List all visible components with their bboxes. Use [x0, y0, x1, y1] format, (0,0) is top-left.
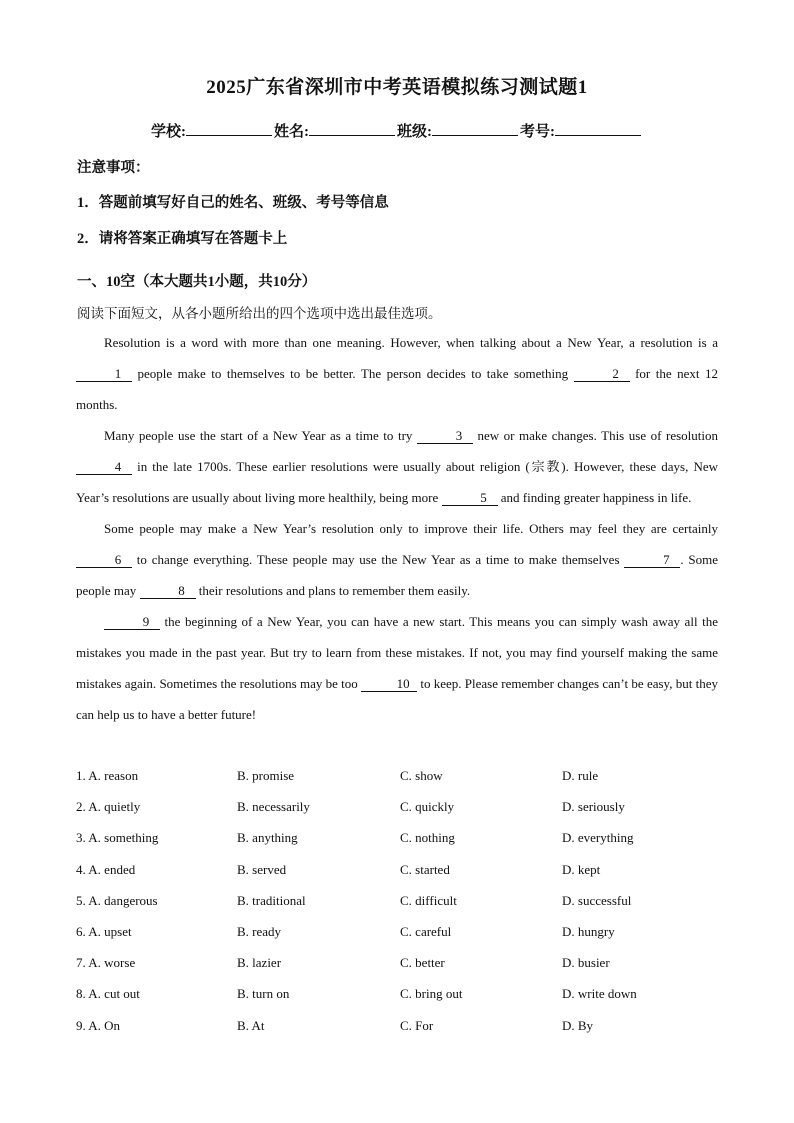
question-6-option-c[interactable]: C. careful — [400, 923, 452, 939]
passage-text: . Some people may — [76, 552, 718, 598]
question-4-option-a[interactable]: 4. A. ended — [76, 861, 136, 877]
info-class — [397, 120, 520, 141]
notice-item-1: 1．答题前填写好自己的姓名、班级、考号等信息 — [77, 195, 389, 211]
answer-blank-1[interactable]: 1 — [76, 366, 132, 382]
question-9-option-c[interactable]: C. For — [400, 1017, 434, 1033]
passage-text: in the late 1700s. These earlier resolutions were usually about religion (宗教). However, these days, New Year’s resolutions are usually about living more healthily, being more — [76, 459, 718, 505]
section-instruction: 阅读下面短文，从各小题所给出的四个选项中选出最佳选项。 — [77, 306, 442, 321]
answer-blank-8[interactable]: 8 — [140, 583, 196, 599]
question-5-option-b[interactable]: B. traditional — [237, 892, 306, 908]
question-8-option-d[interactable]: D. write down — [562, 986, 637, 1002]
info-name — [274, 120, 397, 141]
question-6-option-d[interactable]: D. hungry — [562, 923, 615, 939]
passage-text: to keep. Please remember changes can’t be easy, but they can help us to have a better future! — [76, 676, 718, 722]
passage-text: people make to themselves to be better. The person decides to take something — [132, 366, 574, 381]
question-row-2 — [76, 799, 736, 830]
question-4-option-c[interactable]: C. started — [400, 861, 450, 877]
question-row-4 — [76, 862, 736, 893]
answer-blank-3[interactable]: 3 — [417, 428, 473, 444]
question-2-option-d[interactable]: D. seriously — [562, 799, 625, 815]
question-8-option-a[interactable]: 8. A. cut out — [76, 986, 140, 1002]
info-exam-no — [520, 120, 643, 141]
passage-paragraph — [76, 606, 718, 730]
question-7-option-a[interactable]: 7. A. worse — [76, 955, 136, 971]
question-3-option-a[interactable]: 3. A. something — [76, 830, 159, 846]
question-5-option-a[interactable]: 5. A. dangerous — [76, 892, 158, 908]
question-9-option-b[interactable]: B. At — [237, 1017, 265, 1033]
passage-text: Some people may make a New Year’s resolution only to improve their life. Others may feel they are certainly — [104, 521, 718, 536]
question-3-option-d[interactable]: D. everything — [562, 830, 634, 846]
question-1-option-a[interactable]: 1. A. reason — [76, 768, 139, 783]
question-row-1 — [76, 768, 736, 799]
question-5-option-d[interactable]: D. successful — [562, 892, 632, 908]
info-class-label: 班级: — [397, 124, 432, 140]
passage-text: Many people use the start of a New Year as a time to try — [104, 428, 417, 443]
question-row-5 — [76, 893, 736, 924]
question-8-option-c[interactable]: C. bring out — [400, 986, 463, 1002]
passage-paragraph — [76, 327, 718, 420]
question-3-option-c[interactable]: C. nothing — [400, 830, 455, 846]
answer-blank-9[interactable]: 9 — [104, 614, 160, 630]
info-name-blank[interactable] — [309, 121, 395, 136]
passage-text: the beginning of a New Year, you can have a new start. This means you can simply wash away all the mistakes you made in the past year. But try to learn from these mistakes. If not, you may find yourself making the same mistakes again. Sometimes the resolutions may be too — [76, 614, 718, 691]
question-row-8 — [76, 986, 736, 1017]
section-heading: 一、10空（本大题共1小题，共10分） — [77, 274, 317, 290]
info-exam-no-blank[interactable] — [555, 121, 641, 136]
question-6-option-b[interactable]: B. ready — [237, 923, 282, 939]
question-1-option-b[interactable]: B. promise — [237, 768, 295, 783]
question-6-option-a[interactable]: 6. A. upset — [76, 923, 132, 939]
notice-heading: 注意事项： — [77, 160, 150, 176]
question-2-option-a[interactable]: 2. A. quietly — [76, 799, 141, 815]
info-school-label: 学校: — [151, 124, 186, 140]
passage-paragraph — [76, 420, 718, 513]
question-row-9 — [76, 1018, 736, 1049]
passage-text: Resolution is a word with more than one meaning. However, when talking about a New Year, a resolution is a — [104, 335, 718, 350]
question-4-option-b[interactable]: B. served — [237, 861, 287, 877]
reading-passage — [76, 327, 718, 730]
passage-text: and finding greater happiness in life. — [497, 490, 692, 505]
question-7-option-c[interactable]: C. better — [400, 955, 445, 971]
notice-item-2: 2．请将答案正确填写在答题卡上 — [77, 231, 288, 247]
answer-blank-7[interactable]: 7 — [624, 552, 680, 568]
answer-blank-2[interactable]: 2 — [574, 366, 630, 382]
passage-paragraph — [76, 513, 718, 606]
passage-text: to change everything. These people may use the New Year as a time to make themselves — [132, 552, 625, 567]
question-2-option-c[interactable]: C. quickly — [400, 799, 455, 815]
student-info-row — [0, 120, 794, 141]
answer-blank-10[interactable]: 10 — [361, 676, 417, 692]
question-1-option-d[interactable]: D. rule — [562, 768, 599, 783]
info-class-blank[interactable] — [432, 121, 518, 136]
answer-blank-6[interactable]: 6 — [76, 552, 132, 568]
question-7-option-b[interactable]: B. lazier — [237, 955, 282, 971]
info-school — [151, 120, 274, 141]
question-row-3 — [76, 830, 736, 861]
exam-title: 2025广东省深圳市中考英语模拟练习测试题1 — [206, 77, 588, 98]
question-1-option-c[interactable]: C. show — [400, 768, 443, 783]
info-name-label: 姓名: — [274, 124, 309, 140]
question-4-option-d[interactable]: D. kept — [562, 861, 601, 877]
question-row-6 — [76, 924, 736, 955]
question-9-option-a[interactable]: 9. A. On — [76, 1017, 121, 1033]
info-school-blank[interactable] — [186, 121, 272, 136]
question-3-option-b[interactable]: B. anything — [237, 830, 298, 846]
question-5-option-c[interactable]: C. difficult — [400, 892, 457, 908]
info-exam-no-label: 考号: — [520, 124, 555, 140]
question-9-option-d[interactable]: D. By — [562, 1017, 594, 1033]
question-8-option-b[interactable]: B. turn on — [237, 986, 290, 1002]
answer-blank-4[interactable]: 4 — [76, 459, 132, 475]
passage-text: their resolutions and plans to remember them easily. — [195, 583, 471, 598]
question-7-option-d[interactable]: D. busier — [562, 955, 610, 971]
question-options — [76, 768, 736, 1049]
passage-text: new or make changes. This use of resolution — [472, 428, 718, 443]
question-row-7 — [76, 955, 736, 986]
question-2-option-b[interactable]: B. necessarily — [237, 799, 310, 815]
answer-blank-5[interactable]: 5 — [442, 490, 498, 506]
passage-text: for the next 12 months. — [76, 366, 718, 412]
